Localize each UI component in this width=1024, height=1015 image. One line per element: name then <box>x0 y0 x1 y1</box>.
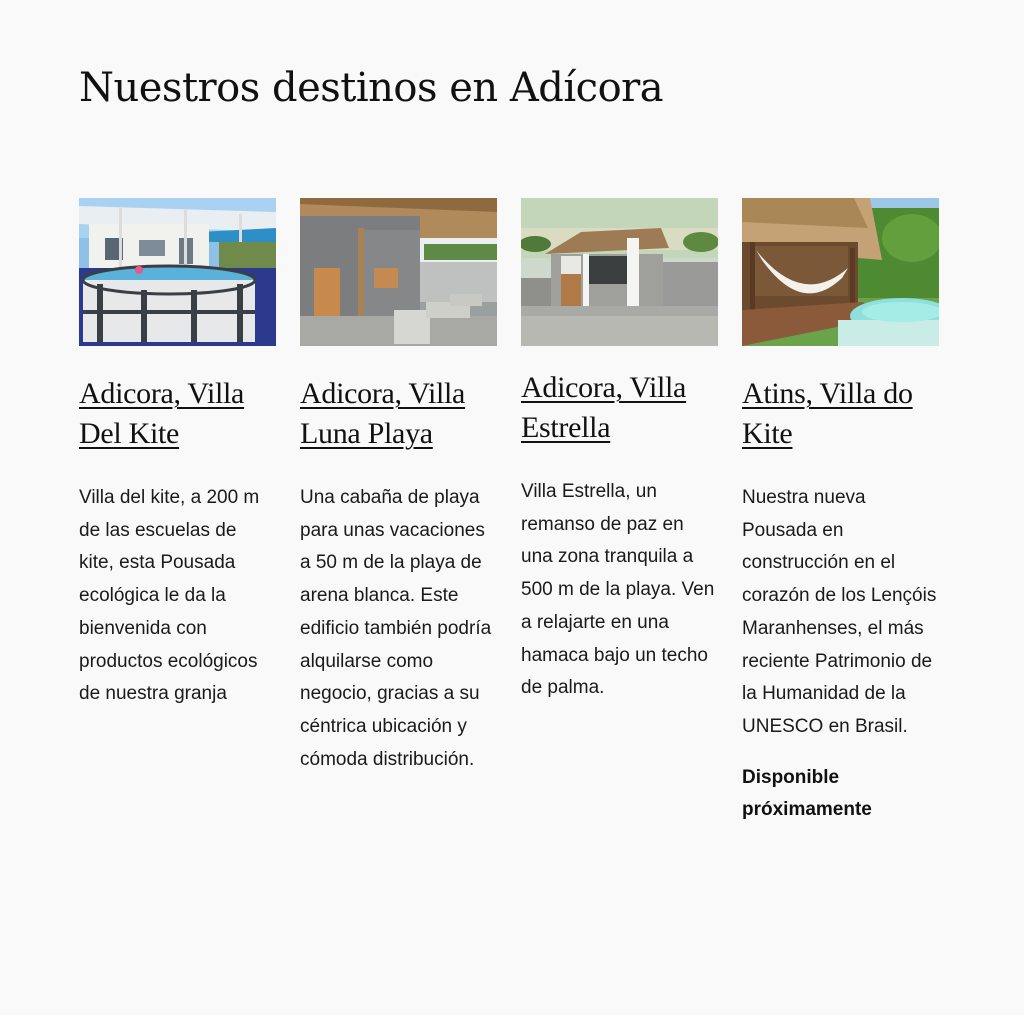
destination-card <box>79 198 276 827</box>
destination-title-link[interactable]: Adicora, Villa Luna Playa <box>300 377 466 450</box>
destination-description: Una cabaña de playa para unas vacaciones a 50 m de la playa de arena blanca. Este edificio también podría alquilarse como negocio, gracias a su céntrica ubicación y cómoda distribución. <box>300 487 492 770</box>
destination-description: Villa del kite, a 200 m de las escuelas de kite, esta Pousada ecológica le da la bienvenida con productos ecológicos de nuestra granja <box>79 487 260 705</box>
destination-description: Villa Estrella, un remanso de paz en una zona tranquila a 500 m de la playa. Ven a relajarte en una hamaca bajo un techo de palma. <box>521 481 715 699</box>
destination-card <box>742 198 939 827</box>
destination-image-link[interactable] <box>521 198 718 346</box>
destination-image-link[interactable] <box>300 198 497 346</box>
pool-photo <box>79 198 276 346</box>
destination-title-link[interactable]: Adicora, Villa Estrella <box>521 371 687 444</box>
destination-description: Nuestra nueva Pousada en construcción en el corazón de los Lençóis Maranhenses, el más reciente Patrimonio de la Humanidad de la UNESCO en Brasil. <box>742 487 937 737</box>
destination-title-link[interactable]: Atins, Villa do Kite <box>742 377 913 450</box>
availability-note: Disponible próximamente <box>742 766 872 821</box>
destinations-grid <box>79 198 942 827</box>
destination-title-link[interactable]: Adicora, Villa Del Kite <box>79 377 245 450</box>
hammock-pool-photo <box>742 198 939 346</box>
destination-card <box>521 198 718 827</box>
destination-image-link[interactable] <box>742 198 939 346</box>
house-street-photo <box>521 198 718 346</box>
page-title: Nuestros destinos en Adícora <box>79 65 664 111</box>
thatched-terrace-photo <box>300 198 497 346</box>
destination-image-link[interactable] <box>79 198 276 346</box>
destination-card <box>300 198 497 827</box>
